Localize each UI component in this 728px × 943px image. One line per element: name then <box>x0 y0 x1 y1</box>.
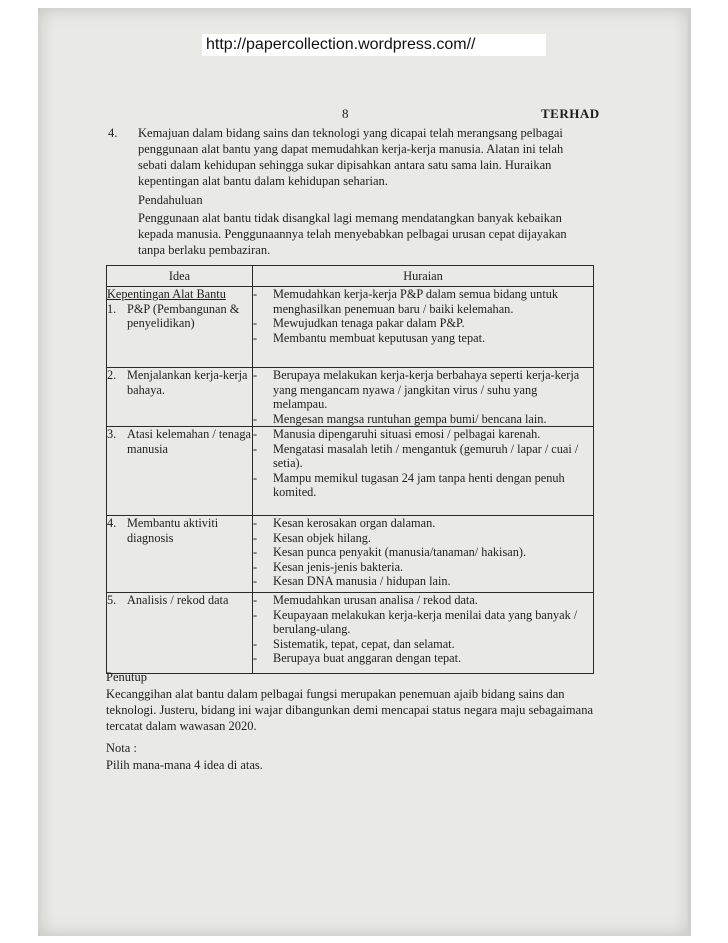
table-row <box>107 287 594 368</box>
note-heading: Nota : <box>106 741 137 755</box>
idea-cell <box>107 287 253 368</box>
idea-text: Menjalankan kerja-kerja bahaya. <box>127 368 248 397</box>
point-text: Sistematik, tepat, cepat, dan selamat. <box>273 636 455 651</box>
idea-text: Analisis / rekod data <box>127 593 229 607</box>
point-text: Berupaya buat anggaran dengan tepat. <box>273 651 462 665</box>
answer-table <box>106 265 594 674</box>
huraian-cell: - Manusia dipengaruhi situasi emosi / pelbagai karenah. - Mengatasi masalah letih / mengantuk (gemuruh / lapar / cuai / setia). - Mampu memikul tugasan 24 jam tanpa henti dengan penuh komited. <box>253 427 594 516</box>
huraian-cell: - Berupaya melakukan kerja-kerja berbahaya seperti kerja-kerja yang mengancam nyawa / jangkitan virus / suhu yang melampau. - Mengesan mangsa runtuhan gempa bumi/ bencana lain. <box>253 368 594 427</box>
table-row <box>107 593 594 674</box>
watermark-url: http://papercollection.wordpress.com// <box>202 34 546 56</box>
question-text: Kemajuan dalam bidang sains dan teknologi yang dicapai telah merangsang pelbagai penggunaan alat bantu yang dapat memudahkan kerja-kerja manusia. Alatan ini telah sebati dalam kehidupan sehingga sukar dipisahkan antara satu sama lain. Huraikan kepentingan alat bantu dalam kehidupan seharian. <box>138 126 564 188</box>
point-text: Berupaya melakukan kerja-kerja berbahaya seperti kerja-kerja yang mengancam nyawa / jangkitan virus / suhu yang melampau. <box>273 368 580 411</box>
note-text: Pilih mana-mana 4 idea di atas. <box>106 758 263 772</box>
classification-label: TERHAD <box>541 106 600 121</box>
point-text: Kesan DNA manusia / hidupan lain. <box>273 574 451 588</box>
page-edge <box>688 8 691 936</box>
point-text: Kesan kerosakan organ dalaman. <box>273 516 436 530</box>
idea-number: 1. <box>107 301 117 316</box>
point-text: Membantu membuat keputusan yang tepat. <box>273 330 486 345</box>
conclusion-text: Kecanggihan alat bantu dalam pelbagai fungsi merupakan penemuan ajaib bidang sains dan teknologi. Justeru, bidang ini wajar dibangunkan demi mencapai status negara maju sebagaimana tercatat dalam wawasan 2020. <box>106 687 594 733</box>
huraian-cell: - Memudahkan kerja-kerja P&P dalam semua bidang untuk menghasilkan penemuan baru / baiki kelemahan. - Mewujudkan tenaga pakar dalam P&P. - Membantu membuat keputusan yang tepat. <box>253 287 594 368</box>
idea-cell <box>107 516 253 593</box>
page-number: 8 <box>342 106 349 121</box>
idea-number: 2. <box>107 368 117 382</box>
huraian-cell: - Kesan kerosakan organ dalaman. - Kesan objek hilang. - Kesan punca penyakit (manusia/tanaman/ hakisan). - Kesan jenis-jenis bakteria. - Kesan DNA manusia / hidupan lain. <box>253 516 594 593</box>
point-text: Manusia dipengaruhi situasi emosi / pelbagai karenah. <box>273 427 541 441</box>
point-text: Keupayaan melakukan kerja-kerja menilai data yang banyak / berulang-ulang. <box>273 607 578 636</box>
idea-cell <box>107 593 253 674</box>
point-text: Kesan jenis-jenis bakteria. <box>273 559 404 574</box>
intro-heading: Pendahuluan <box>138 193 203 207</box>
header-huraian: Huraian <box>253 266 594 287</box>
table-row <box>107 516 594 593</box>
table-row <box>107 368 594 427</box>
header-idea: Idea <box>107 266 253 287</box>
point-text: Mengesan mangsa runtuhan gempa bumi/ bencana lain. <box>273 411 547 426</box>
table-row <box>107 427 594 516</box>
idea-cell <box>107 368 253 427</box>
point-text: Memudahkan kerja-kerja P&P dalam semua bidang untuk menghasilkan penemuan baru / baiki kelemahan. <box>273 287 559 316</box>
point-text: Kesan punca penyakit (manusia/tanaman/ hakisan). <box>273 545 527 559</box>
question-number: 4. <box>108 126 118 140</box>
idea-text: P&P (Pembangunan & penyelidikan) <box>127 301 240 330</box>
conclusion-heading: Penutup <box>106 670 147 684</box>
intro-text: Penggunaan alat bantu tidak disangkal lagi memang mendatangkan banyak kebaikan kepada manusia. Penggunaannya telah menyebabkan pelbagai urusan cepat dijayakan tanpa berlaku pembaziran. <box>138 211 567 257</box>
point-text: Mengatasi masalah letih / mengantuk (gemuruh / lapar / cuai / setia). <box>273 441 579 470</box>
point-text: Mampu memikul tugasan 24 jam tanpa henti dengan penuh komited. <box>273 470 565 499</box>
point-text: Mewujudkan tenaga pakar dalam P&P. <box>273 316 465 330</box>
point-text: Memudahkan urusan analisa / rekod data. <box>273 593 478 607</box>
point-text: Kesan objek hilang. <box>273 530 372 545</box>
section-title: Kepentingan Alat Bantu <box>107 287 226 301</box>
idea-cell <box>107 427 253 516</box>
idea-text: Atasi kelemahan / tenaga manusia <box>127 427 251 456</box>
table-header-row <box>107 266 594 287</box>
huraian-cell: - Memudahkan urusan analisa / rekod data. - Keupayaan melakukan kerja-kerja menilai data yang banyak / berulang-ulang. - Sistematik, tepat, cepat, dan selamat. - Berupaya buat anggaran dengan tepat. <box>253 593 594 674</box>
idea-number: 4. <box>107 516 117 530</box>
idea-number: 3. <box>107 427 117 441</box>
idea-number: 5. <box>107 593 117 607</box>
idea-text: Membantu aktiviti diagnosis <box>127 516 219 545</box>
